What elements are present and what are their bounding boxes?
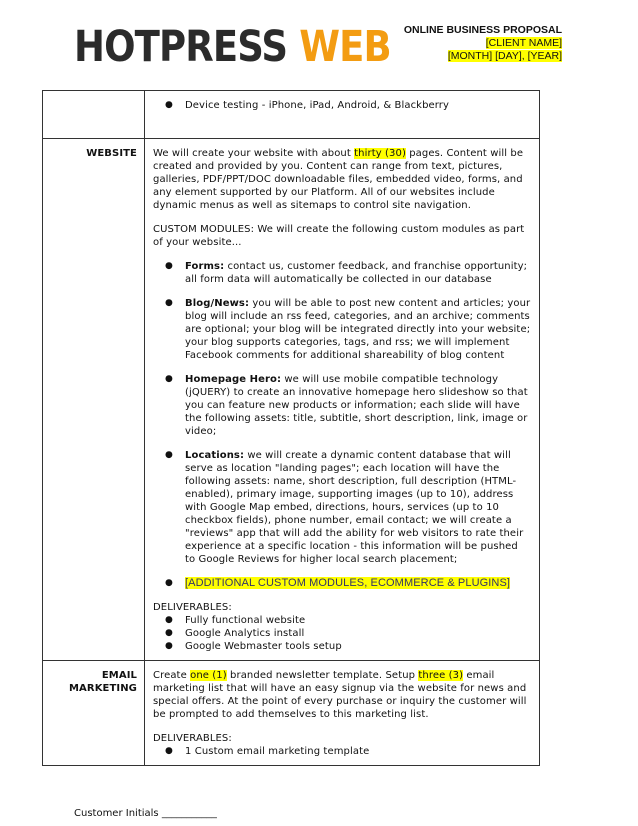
logo-text-hotpress: HOTPRESS	[74, 22, 288, 72]
email-deliverables-label: DELIVERABLES:	[153, 733, 232, 744]
email-description: Create one (1) branded newsletter template. Setup three (3) email marketing list that will have an easy signup via the website for news and special offers. At the point of every purchase or inquiry the customer will be prompted to add themselves to this marketing list.	[153, 670, 527, 720]
logo-text-web: WEB	[299, 22, 391, 72]
table-row-website	[43, 139, 540, 661]
additional-modules-highlight: [ADDITIONAL CUSTOM MODULES, ECOMMERCE & PLUGINS]	[185, 577, 511, 589]
module-blog: ● Blog/News: you will be able to post new content and articles; your blog will include an rss feed, categories, and an archive; comments are optional; your blog will be integrated directly into your website; your blog supports categories, tags, and rss; we will implement Facebook comments for additional shareability of blog content	[153, 297, 531, 362]
website-deliverables-list	[153, 614, 531, 653]
list-item: ● Google Webmaster tools setup	[153, 640, 531, 653]
proposal-title: ONLINE BUSINESS PROPOSAL	[403, 24, 562, 36]
list-item: ● Google Analytics install	[153, 627, 531, 640]
website-content	[145, 139, 540, 661]
website-label: WEBSITE	[43, 139, 145, 661]
list-count-highlight: three (3)	[418, 670, 464, 681]
email-content	[145, 661, 540, 766]
table-row-devices	[43, 91, 540, 139]
empty-label-cell	[43, 91, 145, 139]
module-additional	[153, 577, 531, 590]
website-deliverables-label: DELIVERABLES:	[153, 602, 232, 613]
email-marketing-label: EMAIL MARKETING	[43, 661, 145, 766]
hotpress-web-logo	[74, 24, 391, 70]
module-locations: ● Locations: we will create a dynamic content database that will serve as location "landing pages"; each location will have the following assets: name, short description, full description (HTML-enabled), primary image, supporting images (up to 10), address with Google Map embed, directions, hours, services (up to 10 checkbox fields), phone number, email contact; we will create a "reviews" app that will add the ability for web visitors to rate their experience at a specific location - this information will be pushed to Google Reviews for higher local search placement;	[153, 449, 531, 566]
list-item: ● 1 Custom email marketing template	[153, 745, 531, 758]
module-homepage-hero: ● Homepage Hero: we will use mobile compatible technology (jQUERY) to create an innovative homepage hero slideshow so that you can feature new products or information; each slide will have the following assets: title, subtitle, short description, link, image or video;	[153, 373, 531, 438]
list-item: ● Fully functional website	[153, 614, 531, 627]
email-deliverables-list	[153, 745, 531, 758]
custom-modules-list	[153, 260, 531, 590]
newsletter-count-highlight: one (1)	[190, 670, 227, 681]
table-row-email	[43, 661, 540, 766]
content-cell	[145, 91, 540, 139]
proposal-table	[42, 90, 540, 766]
website-intro: We will create your website with about thirty (30) pages. Content will be created and provided by you. Content can range from text, pictures, galleries, PDF/PPT/DOC downloadable files, embedded video, forms, and any element supported by our Platform. All of our websites include dynamic menus as well as sitemaps to control site navigation.	[153, 148, 524, 211]
pages-highlight: thirty (30)	[354, 148, 406, 159]
client-name-placeholder: [CLIENT NAME]	[485, 37, 562, 49]
date-placeholder: [MONTH] [DAY], [YEAR]	[447, 50, 562, 62]
custom-modules-intro: CUSTOM MODULES: We will create the following custom modules as part of your website...	[153, 224, 525, 248]
module-forms: ● Forms: contact us, customer feedback, and franchise opportunity; all form data will automatically be collected in our database	[153, 260, 531, 286]
device-testing-item: ● Device testing - iPhone, iPad, Android, & Blackberry	[153, 99, 531, 112]
customer-initials-footer: Customer Initials ___________	[74, 808, 217, 819]
proposal-header	[404, 24, 562, 63]
